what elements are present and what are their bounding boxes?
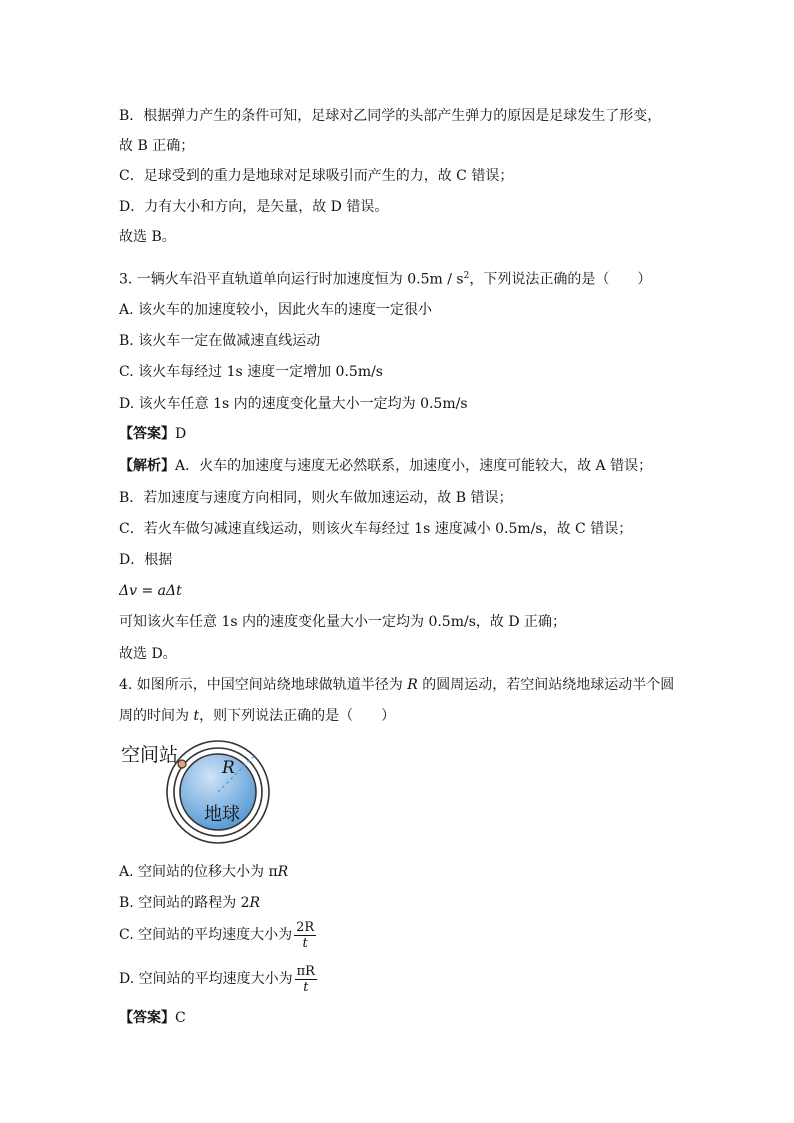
- stem-text: 4. 如图所示，中国空间站绕地球做轨道半径为: [119, 677, 408, 693]
- fraction-denominator: t: [303, 979, 309, 995]
- text-line: D．根据: [119, 552, 173, 568]
- text-line: 可知该火车任意 1s 内的速度变化量大小一定均为 0.5m/s，故 D 正确；: [119, 614, 567, 630]
- orbit-figure: [119, 738, 289, 848]
- station-label: 空间站: [121, 744, 179, 766]
- variable: R: [249, 895, 261, 911]
- stem-text: 3. 一辆火车沿平直轨道单向运行时加速度恒为 0.5m / s: [119, 271, 464, 288]
- fraction-numerator: πR: [296, 963, 315, 979]
- variable: R: [407, 677, 418, 693]
- text-line: D．力有大小和方向，是矢量，故 D 错误。: [119, 199, 389, 215]
- stem-text: ，则下列说法正确的是（ ）: [199, 708, 396, 724]
- fraction-numerator: 2R: [296, 919, 315, 935]
- earth-label: 地球: [204, 804, 240, 825]
- variable: R: [277, 864, 289, 880]
- fraction: [295, 964, 317, 995]
- option-c: [119, 918, 316, 952]
- answer-line: [119, 424, 186, 444]
- stem-text: 的圆周运动，若空间站绕地球运动半个圆: [417, 677, 675, 693]
- stem-text: ，下列说法正确的是（ ）: [469, 271, 652, 288]
- option-b: B. 该火车一定在做减速直线运动: [119, 333, 321, 349]
- text-line: B．若加速度与速度方向相同，则火车做加速运动，故 B 错误；: [119, 490, 513, 506]
- option-a: [119, 862, 288, 882]
- explanation-text: A．火车的加速度与速度无必然联系，加速度小，速度可能较大，故 A 错误；: [175, 458, 653, 474]
- text-line: 故选 D。: [119, 646, 177, 662]
- option-c: C. 该火车每经过 1s 速度一定增加 0.5m/s: [119, 364, 383, 380]
- superscript: 2: [463, 271, 470, 281]
- station-marker: [178, 760, 186, 768]
- answer-tag: 【答案】: [119, 1010, 175, 1026]
- orbit-diagram: [119, 738, 289, 848]
- option-text: A. 空间站的位移大小为 π: [119, 864, 278, 880]
- answer-value: C: [175, 1010, 186, 1026]
- answer-line: [119, 1008, 186, 1028]
- option-d: D. 该火车任意 1s 内的速度变化量大小一定均为 0.5m/s: [119, 396, 468, 412]
- fraction: [294, 920, 316, 951]
- question-3-stem: [119, 266, 651, 290]
- option-text: B. 空间站的路程为 2: [119, 895, 250, 911]
- explanation-line: [119, 456, 652, 476]
- text-line: B．根据弹力产生的条件可知，足球对乙同学的头部产生弹力的原因是足球发生了形变，: [119, 108, 662, 124]
- question-4-stem-cont: [119, 706, 395, 726]
- option-text: C. 空间站的平均速度大小为: [119, 927, 293, 943]
- question-4-stem: [119, 675, 674, 695]
- answer-value: D: [175, 426, 187, 442]
- fraction-denominator: t: [302, 935, 308, 951]
- option-text: D. 空间站的平均速度大小为: [119, 971, 293, 987]
- formula: Δv = aΔt: [119, 583, 182, 599]
- option-b: [119, 893, 260, 913]
- option-a: A. 该火车的加速度较小，因此火车的速度一定很小: [119, 302, 433, 318]
- text-line: 故 B 正确；: [119, 138, 195, 154]
- stem-text: 周的时间为: [119, 708, 194, 724]
- text-line: C．若火车做匀减速直线运动，则该火车每经过 1s 速度减小 0.5m/s，故 C 错误；: [119, 521, 633, 537]
- radius-label: R: [222, 758, 235, 778]
- text-line: 故选 B。: [119, 229, 176, 245]
- explanation-tag: 【解析】: [119, 458, 175, 474]
- answer-tag: 【答案】: [119, 426, 175, 442]
- option-d: [119, 962, 317, 996]
- variable: t: [193, 708, 200, 724]
- text-line: C．足球受到的重力是地球对足球吸引而产生的力，故 C 错误；: [119, 168, 514, 184]
